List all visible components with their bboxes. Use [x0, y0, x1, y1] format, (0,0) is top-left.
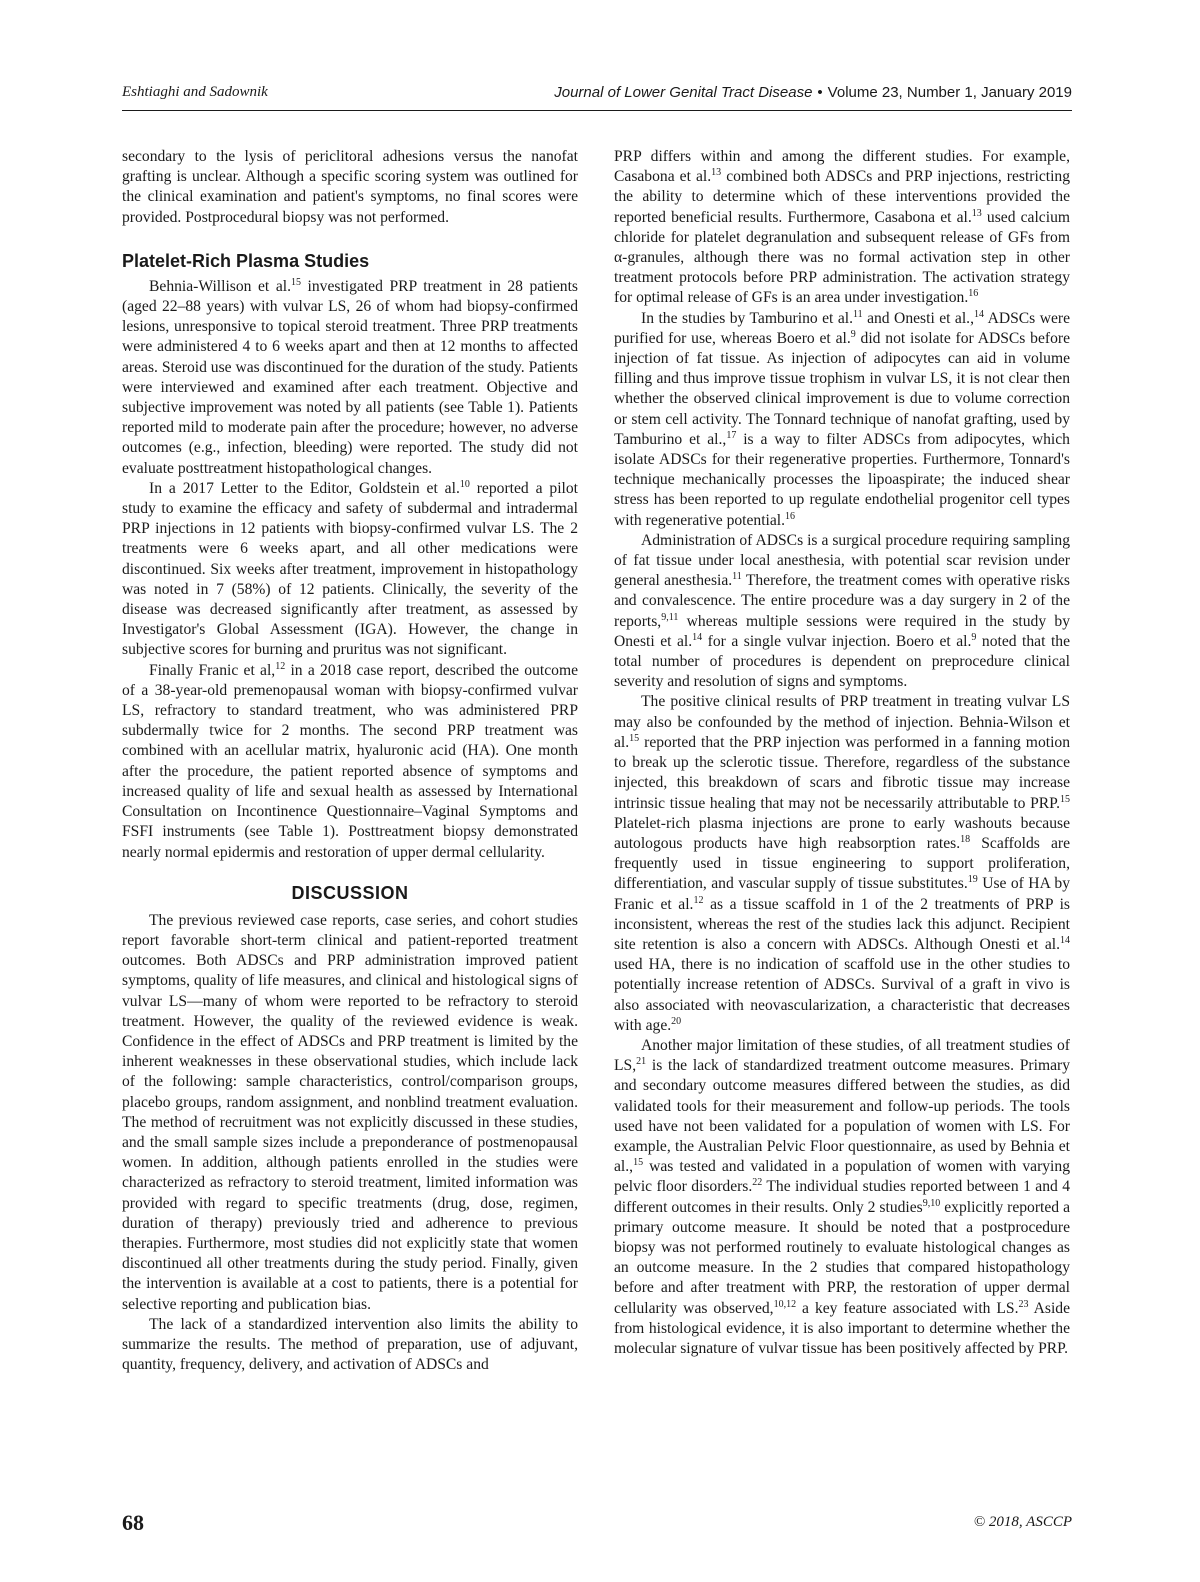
- page-number: 68: [122, 1510, 144, 1535]
- citation-ref: 20: [671, 1015, 682, 1027]
- citation-ref: 19: [967, 874, 978, 886]
- paragraph-discussion-2: The lack of a standardized intervention also limits the ability to summarize the results. The method of preparation, use of adjuvant, quantity, frequency, delivery, and activation of ADSCs and: [122, 1315, 578, 1374]
- paragraph-goldstein: In a 2017 Letter to the Editor, Goldstein et al.$^{10}$ reported a pilot study to examine the efficacy and safety of subdermal and intradermal PRP injections in 12 patients with biopsy-confirmed vulvar LS. The 2 treatments were 6 weeks apart, and all other medications were discontinued. Six weeks after treatment, improvement in histopathology was noted in 7 (58%) of 12 patients. Clinically, the severity of the disease was decreased significantly after treatment, as assessed by Investigator's Global Assessment (IGA). However, the change in subjective scores for burning and pruritus was not significant.: [122, 478, 578, 659]
- citation-ref: 13: [711, 167, 722, 179]
- paragraph-limitation: Another major limitation of these studies, of all treatment studies of LS,$^{21}$ is the lack of standardized treatment outcome measures. Primary and secondary outcome measures differed between the studies, as did validated tools for their measurement and follow-up periods. The tools used have not been validated for a population of women with LS. For example, the Australian Pelvic Floor questionnaire, as used by Behnia et al.,$^{15}$ was tested and validated in a population of women with varying pelvic floor disorders.$^{22}$ The individual studies reported between 1 and 4 different outcomes in their results. Only 2 studies$^{9,10}$ explicitly reported a primary outcome measure. It should be noted that a postprocedure biopsy was not performed routinely to evaluate histological changes as an outcome measure. In the 2 studies that compared histopathology before and after treatment with PRP, the restoration of upper dermal cellularity was observed,$^{10,12}$ a key feature associated with LS.$^{23}$ Aside from histological evidence, it is also important to determine whether the molecular signature of vulvar tissue has been positively affected by PRP.: [614, 1036, 1071, 1357]
- citation-ref: 12: [275, 660, 286, 672]
- citation-ref: 16: [968, 288, 979, 300]
- left-column: [122, 147, 578, 1375]
- citation-ref: 14: [692, 631, 703, 643]
- header-separator: •: [817, 84, 823, 101]
- citation-ref: 16: [785, 510, 796, 522]
- citation-ref: 9,10: [922, 1197, 941, 1209]
- paragraph-administration: Administration of ADSCs is a surgical procedure requiring sampling of fat tissue under local anesthesia, with potential scar revision under general anesthesia.$^{11}$ Therefore, the treatment comes with operative risks and convalescence. The entire procedure was a day surgery in 2 of the reports,$^{9,11}$ whereas multiple sessions were required in the study by Onesti et al.$^{14}$ for a single vulvar injection. Boero et al.$^9$ noted that the total number of procedures is dependent on preprocedure clinical severity and resolution of signs and symptoms.: [614, 531, 1070, 691]
- citation-ref: 12: [693, 894, 704, 906]
- header-volume: Volume 23, Number 1, January 2019: [827, 84, 1072, 101]
- intro-paragraph: secondary to the lysis of periclitoral adhesions versus the nanofat grafting is unclear. Although a specific scoring system was outlined for the clinical examination and patient's symptoms, no final scores were provided. Postprocedural biopsy was not performed.: [122, 148, 578, 226]
- citation-ref: 9: [971, 631, 977, 643]
- paragraph-discussion-1: The previous reviewed case reports, case series, and cohort studies report favorable short-term clinical and patient-reported treatment outcomes. Both ADSCs and PRP administration improved patient symptoms, quality of life measures, and clinical and histological signs of vulvar LS—many of whom were reported to be refractory to steroid treatment. However, the quality of the reviewed evidence is weak. Confidence in the effect of ADSCs and PRP treatment is limited by the inherent weaknesses in these observational studies, which include lack of the following: sample characteristics, control/comparison groups, placebo groups, random assignment, and nonblind treatment evaluation. The method of recruitment was not explicitly discussed in these studies, and the small sample sizes include a preponderance of postmenopausal women. In addition, although patients enrolled in the studies were characterized as refractory to steroid treatment, limited information was provided with regard to specific treatments (drug, dose, regimen, duration of therapy) previously tried and adherence to previous therapies. Furthermore, most studies did not explicitly state that women discontinued all other treatments during the study period. Finally, given the intervention is available at a cost to patients, there is a potential for selective reporting and publication bias.: [122, 911, 578, 1313]
- paragraph-positive-results: The positive clinical results of PRP treatment in treating vulvar LS may also be confounded by the method of injection. Behnia-Wilson et al.$^{15}$ reported that the PRP injection was performed in a fanning motion to break up the sclerotic tissue. Therefore, regardless of the substance injected, this breakdown of scars and fibrotic tissue may increase intrinsic tissue healing that may not be necessarily attributable to PRP.$^{15}$ Platelet-rich plasma injections are prone to early washouts because autologous products have high reabsorption rates.$^{18}$ Scaffolds are frequently used in tissue engineering to support proliferation, differentiation, and vascular supply of tissue substitutes.$^{19}$ Use of HA by Franic et al.$^{12}$ as a tissue scaffold in 1 of the 2 treatments of PRP is inconsistent, whereas the rest of the studies lack this adjunct. Recipient site retention is also a concern with ADSCs. Although Onesti et al.$^{14}$ used HA, there is no indication of scaffold use in the other studies to potentially increase retention of ADSCs. Survival of a graft in vivo is also associated with neovascularization, a characteristic that decreases with age.$^{20}$: [614, 693, 1070, 1034]
- citation-ref: 9: [850, 328, 856, 340]
- copyright: © 2018, ASCCP: [973, 1514, 1072, 1530]
- citation-ref: 14: [973, 308, 984, 320]
- header-journal: Journal of Lower Genital Tract Disease: [554, 84, 813, 101]
- citation-ref: 18: [960, 833, 971, 845]
- citation-ref: 14: [1060, 934, 1070, 946]
- discussion-heading: DISCUSSION: [291, 882, 409, 903]
- citation-ref: 15: [629, 732, 640, 744]
- running-header: [122, 84, 1072, 108]
- citation-ref: 21: [636, 1055, 647, 1067]
- paragraph-prp-differs: PRP differs within and among the different studies. For example, Casabona et al.$^{13}$ combined both ADSCs and PRP injections, restricting the ability to determine which of these interventions provided the reported beneficial results. Furthermore, Casabona et al.$^{13}$ used calcium chloride for platelet degranulation and subsequent release of GFs from α-granules, although there was no formal activation step in other treatment protocols before PRP administration. The activation strategy for optimal release of GFs is an area under investigation.$^{16}$: [614, 148, 1071, 307]
- prp-studies-heading: Platelet-Rich Plasma Studies: [122, 250, 370, 271]
- citation-ref: 23: [1018, 1298, 1029, 1310]
- citation-ref: 11: [732, 571, 742, 583]
- citation-ref: 15: [1060, 793, 1070, 805]
- citation-ref: 13: [971, 207, 982, 219]
- page-footer: [122, 1510, 1072, 1536]
- citation-ref: 11: [853, 308, 863, 320]
- header-journal-info: [554, 84, 1072, 101]
- citation-ref: 15: [633, 1156, 644, 1168]
- header-rule: [122, 110, 1072, 111]
- header-authors: Eshtiaghi and Sadownik: [122, 84, 268, 100]
- paragraph-franic: Finally Franic et al,$^{12}$ in a 2018 case report, described the outcome of a 38-year-old premenopausal woman with biopsy-confirmed vulvar LS, refractory to standard treatment, who was administered PRP subdermally twice for 2 months. The second PRP treatment was combined with an acellular matrix, hyaluronic acid (HA). One month after the procedure, the patient reported absence of symptoms and increased quality of life and sexual health as assessed by International Consultation on Incontinence Questionnaire–Vaginal Symptoms and FSFI instruments (see Table 1). Posttreatment biopsy demonstrated nearly normal epidermis and restoration of upper dermal cellularity.: [122, 660, 578, 861]
- right-column: [614, 147, 1070, 1359]
- citation-ref: 17: [726, 429, 737, 441]
- citation-ref: 10,12: [773, 1298, 797, 1310]
- paragraph-behnia: Behnia-Willison et al.$^{15}$ investigated PRP treatment in 28 patients (aged 22–88 years) with vulvar LS, 26 of whom had biopsy-confirmed lesions, unresponsive to topical steroid treatment. Three PRP treatments were administered 4 to 6 weeks apart and then at 12 months to affected areas. Steroid use was discontinued for the duration of the study. Patients were interviewed and examined after each treatment. Objective and subjective improvement was noted by all patients (see Table 1). Patients reported mild to moderate pain after the procedure; however, no adverse outcomes (e.g., infection, bleeding) were reported. The study did not evaluate posttreatment histopathological changes.: [122, 276, 578, 477]
- citation-ref: 10: [459, 478, 470, 490]
- paragraph-tamburino: In the studies by Tamburino et al.$^{11}$ and Onesti et al.,$^{14}$ ADSCs were purified for use, whereas Boero et al.$^9$ did not isolate for ADSCs before injection of fat tissue. As injection of adipocytes can aid in volume filling and thus improve tissue trophism in vulvar LS, it is not clear then whether the observed clinical improvement is due to volume correction or stem cell activity. The Tonnard technique of nanofat grafting, used by Tamburino et al.,$^{17}$ is a way to filter ADSCs from adipocytes, which isolate ADSCs for their regenerative properties. Furthermore, Tonnard's technique mechanically processes the lipoaspirate; the induced shear stress has been reported to up regulate endothelial progenitor cell types with regenerative potential.$^{16}$: [614, 308, 1070, 529]
- citation-ref: 22: [752, 1177, 763, 1189]
- citation-ref: 15: [290, 276, 301, 288]
- citation-ref: 9,11: [661, 611, 679, 623]
